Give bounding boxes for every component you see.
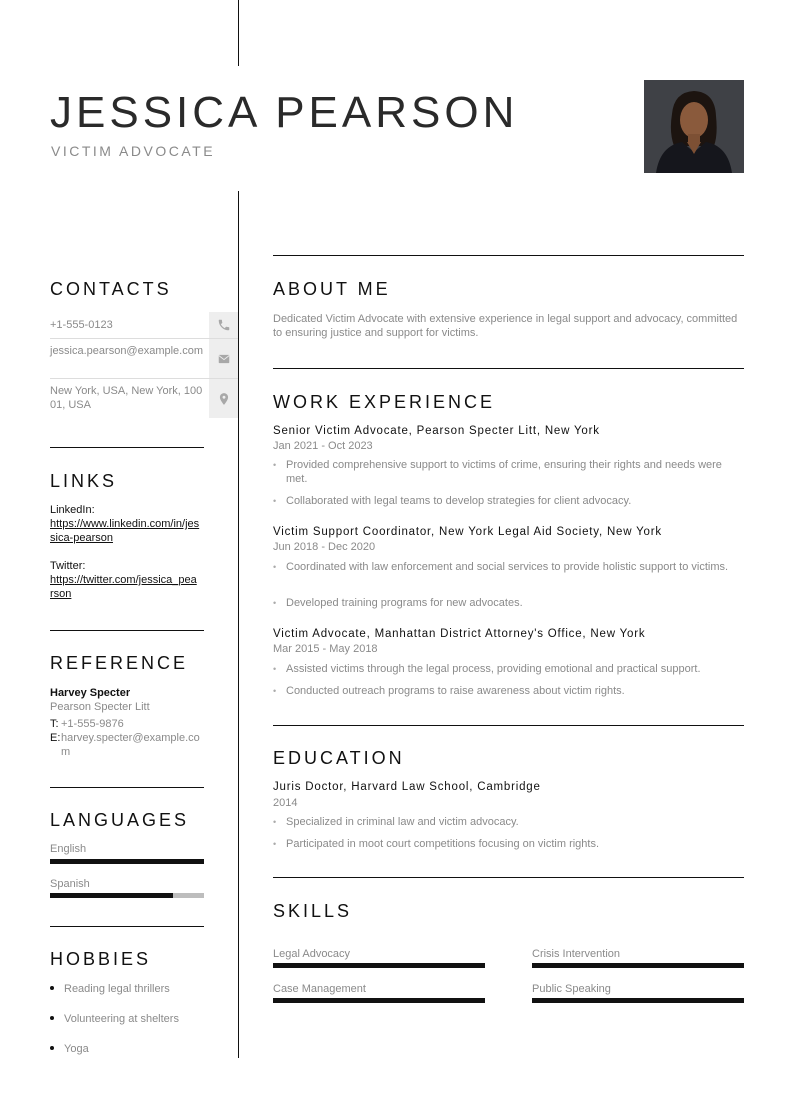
language-english-fill [50, 859, 204, 864]
skill-label: Public Speaking [532, 983, 611, 995]
language-english-label: English [50, 843, 87, 855]
education-degree: Juris Doctor, Harvard Law School, Cambridge [273, 781, 541, 793]
link-twitter [50, 559, 200, 601]
location-pin-icon [209, 379, 238, 418]
reference-phone-row [50, 717, 204, 731]
job-dates: Jan 2021 - Oct 2023 [273, 440, 373, 452]
divider-contacts [50, 447, 204, 448]
link-twitter-label: Twitter: [50, 560, 86, 572]
contact-address: New York, USA, New York, 10001, USA [50, 385, 203, 411]
education-heading: EDUCATION [273, 748, 405, 768]
job-title: Senior Victim Advocate, Pearson Specter Litt, New York [273, 425, 600, 437]
hobby-item: Volunteering at shelters [50, 1013, 179, 1025]
bullet-dot-icon [50, 1016, 54, 1020]
envelope-icon [209, 339, 238, 378]
skill-bar-fill [273, 998, 485, 1003]
contacts-heading: CONTACTS [50, 279, 172, 299]
reference-company: Pearson Specter Litt [50, 701, 150, 713]
job-bullet: • Developed training programs for new advocates. [273, 596, 744, 610]
reference-block [50, 686, 204, 759]
bullet-dot-icon [50, 986, 54, 990]
skill-bar [532, 998, 744, 1003]
reference-email[interactable]: harvey.specter@example.com [61, 732, 200, 758]
divider-work [273, 368, 744, 369]
reference-phone-label: T: [50, 718, 59, 730]
language-spanish-bar [50, 893, 204, 898]
job-title: Victim Support Coordinator, New York Legal Aid Society, New York [273, 526, 662, 538]
bullet-dot-icon [50, 1046, 54, 1050]
reference-name: Harvey Specter [50, 687, 131, 699]
skill-label: Crisis Intervention [532, 948, 621, 960]
skill-bar [273, 998, 485, 1003]
contact-phone[interactable]: +1-555-0123 [50, 319, 113, 331]
candidate-name: JESSICA PEARSON [50, 88, 519, 137]
skill-bar [532, 963, 744, 968]
language-spanish-label: Spanish [50, 878, 90, 890]
contact-email[interactable]: jessica.pearson@example.com [50, 345, 204, 357]
work-heading: WORK EXPERIENCE [273, 392, 496, 412]
links-heading: LINKS [50, 471, 118, 491]
contact-email-row [50, 339, 238, 379]
about-text: Dedicated Victim Advocate with extensive experience in legal support and advocacy, committed to ensuring justice and support for victims. [273, 313, 738, 339]
divider-skills [273, 877, 744, 878]
divider-about [273, 255, 744, 256]
divider-links [50, 630, 204, 631]
reference-phone[interactable]: +1-555-9876 [61, 718, 124, 730]
reference-heading: REFERENCE [50, 653, 189, 673]
link-linkedin-label: LinkedIn: [50, 504, 95, 516]
job-bullet: • Coordinated with law enforcement and social services to provide holistic support to victims. [273, 560, 744, 574]
skill-bar-fill [532, 998, 744, 1003]
languages-heading: LANGUAGES [50, 810, 190, 830]
divider-reference [50, 787, 204, 788]
job-bullet: • Provided comprehensive support to victims of crime, ensuring their rights and needs were met. [273, 458, 744, 486]
hobbies-heading: HOBBIES [50, 949, 152, 969]
phone-icon [209, 312, 238, 338]
skill-bar [273, 963, 485, 968]
profile-photo [644, 80, 744, 173]
language-english-bar [50, 859, 204, 864]
contact-phone-row [50, 312, 238, 339]
job-bullet: • Conducted outreach programs to raise awareness about victim rights. [273, 684, 744, 698]
contact-address-row [50, 379, 238, 418]
hobby-item: Reading legal thrillers [50, 983, 170, 995]
about-heading: ABOUT ME [273, 279, 391, 299]
skills-heading: SKILLS [273, 901, 353, 921]
skill-bar-fill [273, 963, 485, 968]
language-spanish-fill [50, 893, 173, 898]
skill-bar-fill [532, 963, 744, 968]
link-linkedin [50, 503, 200, 545]
reference-email-row [50, 731, 204, 759]
hobby-item: Yoga [50, 1043, 89, 1055]
divider-languages [50, 926, 204, 927]
link-twitter-url[interactable]: https://twitter.com/jessica_pearson [50, 574, 197, 600]
link-linkedin-url[interactable]: https://www.linkedin.com/in/jessica-pearson [50, 518, 200, 544]
job-bullet: • Collaborated with legal teams to develop strategies for client advocacy. [273, 494, 744, 508]
job-dates: Mar 2015 - May 2018 [273, 643, 378, 655]
education-year: 2014 [273, 797, 298, 809]
job-bullet: • Assisted victims through the legal process, providing emotional and practical support. [273, 662, 744, 676]
divider-education [273, 725, 744, 726]
skill-label: Case Management [273, 983, 366, 995]
candidate-title: VICTIM ADVOCATE [51, 143, 216, 159]
job-title: Victim Advocate, Manhattan District Attorney's Office, New York [273, 628, 646, 640]
divider-vertical-main [238, 191, 239, 1058]
reference-email-label: E: [50, 732, 61, 744]
education-bullet: • Participated in moot court competitions focusing on victim rights. [273, 837, 744, 851]
education-bullet: • Specialized in criminal law and victim advocacy. [273, 815, 744, 829]
skill-label: Legal Advocacy [273, 948, 351, 960]
divider-vertical-top [238, 0, 239, 66]
job-dates: Jun 2018 - Dec 2020 [273, 541, 376, 553]
